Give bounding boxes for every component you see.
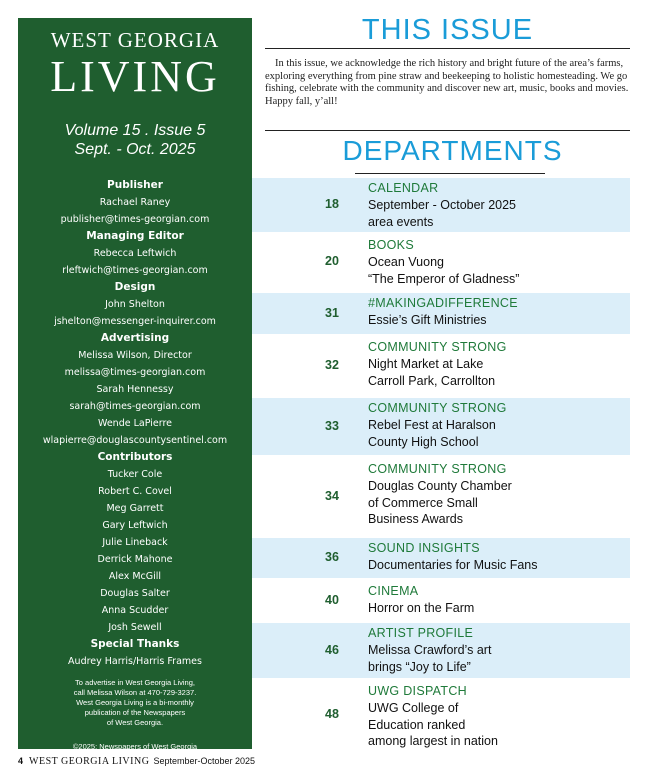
department-category: COMMUNITY STRONG — [368, 340, 507, 354]
department-page-number: 48 — [325, 707, 339, 721]
department-description-line: Business Awards — [368, 512, 463, 526]
volume-issue: Volume 15 . Issue 5 — [64, 122, 206, 139]
staff-entry: Sarah Hennessy — [96, 384, 174, 395]
department-page-number: 34 — [325, 489, 339, 503]
department-page-number: 31 — [325, 305, 339, 320]
staff-entry: Tucker Cole — [107, 469, 163, 480]
department-description-line: “The Emperor of Gladness” — [368, 271, 520, 286]
department-page-number: 32 — [325, 358, 339, 372]
staff-heading: Special Thanks — [90, 638, 180, 650]
advertising-note — [18, 678, 252, 728]
department-page-number: 36 — [325, 550, 339, 564]
staff-entry: Melissa Wilson, Director — [78, 350, 192, 361]
department-page-number: 33 — [325, 418, 339, 433]
department-category: #MAKINGADIFFERENCE — [368, 296, 518, 310]
department-description-line: Documentaries for Music Fans — [368, 558, 538, 572]
staff-entry: Wende LaPierre — [98, 418, 172, 429]
department-description-line: Horror on the Farm — [368, 601, 475, 615]
department-category: CINEMA — [368, 584, 419, 598]
department-row — [252, 178, 630, 232]
staff-heading: Managing Editor — [86, 230, 184, 242]
department-description-line: Carroll Park, Carrollton — [368, 373, 496, 388]
volume-info — [18, 121, 252, 159]
department-description-line: Ocean Vuong — [368, 255, 444, 269]
department-row — [252, 681, 630, 749]
staff-entry: melissa@times-georgian.com — [64, 367, 206, 378]
advertising-note-line: West Georgia Living is a bi-monthly — [76, 698, 194, 707]
department-row — [252, 235, 630, 289]
department-category: COMMUNITY STRONG — [368, 462, 507, 476]
department-description-line: Night Market at Lake — [368, 357, 484, 371]
department-description-line: brings “Joy to Life” — [368, 659, 471, 674]
department-description-line: County High School — [368, 434, 479, 449]
footer-issue: September-October 2025 — [153, 756, 255, 766]
masthead-logo: LIVING — [50, 52, 220, 101]
department-page-number: 46 — [325, 642, 339, 657]
masthead-sidebar — [18, 18, 252, 749]
staff-entry: Josh Sewell — [108, 622, 162, 633]
department-description — [368, 557, 538, 574]
department-category: ARTIST PROFILE — [368, 626, 474, 640]
divider — [355, 173, 545, 174]
footer-magazine: WEST GEORGIA LIVING — [29, 756, 150, 767]
page-number: 4 — [18, 756, 24, 766]
page-footer — [18, 756, 255, 767]
staff-entry: Rebecca Leftwich — [93, 248, 177, 259]
department-category: SOUND INSIGHTS — [368, 541, 480, 555]
department-description-line: Education ranked — [368, 717, 466, 732]
staff-entry: Julie Lineback — [102, 537, 168, 548]
department-description-line: Melissa Crawford’s art — [368, 643, 492, 657]
divider — [265, 130, 630, 131]
staff-entry: publisher@times-georgian.com — [60, 214, 210, 225]
staff-entry: jshelton@messenger-inquirer.com — [54, 316, 216, 327]
department-description — [368, 600, 474, 617]
staff-heading: Design — [114, 281, 156, 293]
staff-entry: Derrick Mahone — [97, 554, 173, 565]
this-issue-title: THIS ISSUE — [361, 14, 534, 46]
department-description — [368, 642, 491, 675]
staff-entry: rleftwich@times-georgian.com — [62, 265, 208, 276]
staff-entry: Meg Garrett — [106, 503, 164, 514]
department-description — [368, 254, 519, 287]
staff-heading: Advertising — [100, 332, 170, 344]
department-description-line: UWG College of — [368, 701, 459, 715]
volume-date: Sept. - Oct. 2025 — [74, 141, 196, 158]
department-row — [252, 398, 630, 455]
department-row — [252, 581, 630, 621]
department-description-line: September - October 2025 — [368, 198, 516, 212]
department-description-line: among largest in nation — [368, 734, 498, 748]
advertising-note-line: To advertise in West Georgia Living, — [75, 678, 195, 687]
department-description — [368, 197, 516, 230]
department-description-line: Rebel Fest at Haralson — [368, 418, 496, 432]
staff-entry: wlapierre@douglascountysentinel.com — [42, 435, 228, 446]
advertising-note-line: of West Georgia. — [106, 718, 164, 727]
department-description-line: area events — [368, 214, 434, 229]
staff-entry: Audrey Harris/Harris Frames — [68, 656, 202, 667]
copyright: ©2025; Newspapers of West Georgia — [72, 742, 198, 751]
department-category: UWG DISPATCH — [368, 684, 467, 698]
department-category: BOOKS — [368, 238, 414, 252]
department-description — [368, 356, 495, 389]
staff-heading: Publisher — [107, 179, 163, 191]
department-row — [252, 337, 630, 395]
department-description-line: Essie’s Gift Ministries — [368, 313, 487, 327]
staff-entry: John Shelton — [105, 299, 165, 310]
department-page-number: 18 — [325, 197, 339, 211]
department-row — [252, 538, 630, 578]
departments-title: DEPARTMENTS — [342, 135, 563, 166]
staff-entry: Robert C. Covel — [98, 486, 172, 497]
advertising-note-line: publication of the Newspapers — [84, 708, 186, 717]
this-issue-text: In this issue, we acknowledge the rich history and bright future of the area’s farms, exploring everything from pine straw and beekeeping to holistic homesteading. We go fishing, celebrate with the community and discover new art, music, books and movies. Happy fall, y’all! — [265, 58, 629, 107]
department-description — [368, 478, 512, 528]
staff-entry: Rachael Raney — [99, 197, 171, 208]
divider — [265, 48, 630, 49]
department-description — [368, 417, 496, 450]
department-page-number: 40 — [325, 593, 339, 607]
masthead-top: WEST GEORGIA — [50, 28, 220, 52]
department-category: COMMUNITY STRONG — [368, 401, 507, 415]
department-row — [252, 623, 630, 678]
department-row — [252, 459, 630, 535]
department-category: CALENDAR — [368, 181, 439, 195]
department-description-line: of Commerce Small — [368, 495, 478, 510]
department-description — [368, 700, 498, 750]
staff-heading: Contributors — [97, 451, 173, 463]
staff-entry: sarah@times-georgian.com — [69, 401, 201, 412]
advertising-note-line: call Melissa Wilson at 470-729-3237. — [73, 688, 197, 697]
department-row — [252, 293, 630, 334]
staff-entry: Douglas Salter — [100, 588, 170, 599]
department-description — [368, 312, 487, 329]
staff-entry: Alex McGill — [108, 571, 162, 582]
department-description-line: Douglas County Chamber — [368, 479, 512, 493]
staff-list — [18, 177, 252, 670]
staff-entry: Anna Scudder — [101, 605, 169, 616]
department-page-number: 20 — [325, 254, 339, 268]
staff-entry: Gary Leftwich — [102, 520, 168, 531]
